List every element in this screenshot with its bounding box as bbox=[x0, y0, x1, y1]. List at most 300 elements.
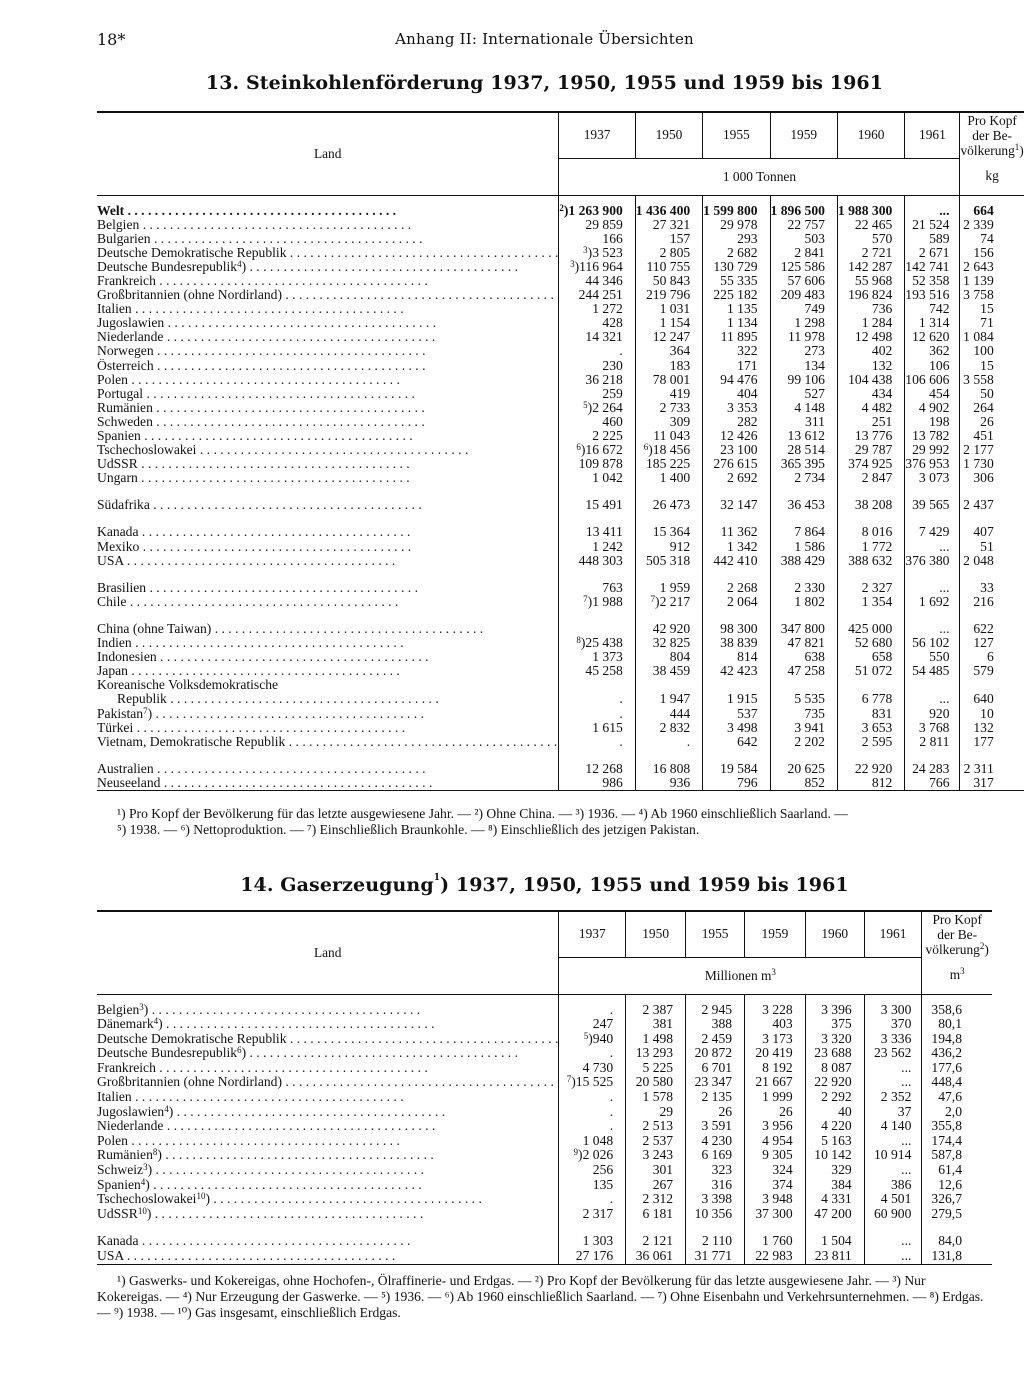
country-cell: Neuseeland . . . . . . . . . . . . . . . . . . . . . . . . . . . . . . . . . . . . . . . . bbox=[97, 776, 559, 791]
value: 301 bbox=[652, 1162, 674, 1178]
value: 130 729 bbox=[713, 258, 758, 274]
value-cell bbox=[626, 1003, 686, 1018]
country-name: Tschechoslowakei bbox=[97, 443, 197, 458]
value: 50 bbox=[980, 385, 994, 401]
value-cell bbox=[703, 330, 770, 344]
running-title: Anhang II: Internationale Übersichten bbox=[395, 30, 694, 48]
value: 749 bbox=[804, 301, 825, 317]
value-cell bbox=[837, 246, 904, 260]
value: ... bbox=[939, 620, 950, 636]
value-cell bbox=[837, 288, 904, 302]
value-cell bbox=[905, 622, 960, 636]
value-cell bbox=[703, 622, 770, 636]
country-name: Mexiko bbox=[97, 539, 140, 554]
value: 26 bbox=[718, 1103, 733, 1119]
value-cell bbox=[703, 302, 770, 316]
value-cell bbox=[864, 1192, 922, 1207]
value: 347 800 bbox=[780, 620, 825, 636]
value: 2 671 bbox=[918, 244, 950, 260]
value-cell bbox=[703, 415, 770, 429]
value: 306 bbox=[973, 470, 994, 486]
table-row bbox=[97, 1178, 992, 1193]
year-header: 1960 bbox=[805, 911, 864, 957]
value-cell bbox=[745, 1234, 806, 1249]
value-cell bbox=[635, 692, 702, 706]
value-cell bbox=[635, 735, 702, 749]
value: 3 948 bbox=[762, 1191, 793, 1207]
value-cell bbox=[745, 1003, 806, 1018]
year-header: 1960 bbox=[837, 112, 904, 158]
country-name: Bulgarien bbox=[97, 231, 151, 246]
value-cell bbox=[905, 344, 960, 358]
value: 503 bbox=[804, 230, 825, 246]
value: 106 606 bbox=[905, 371, 950, 387]
value-cell bbox=[837, 540, 904, 554]
table-row bbox=[97, 1046, 992, 1061]
per-capita-cell bbox=[960, 359, 1024, 373]
value-cell bbox=[626, 1249, 686, 1264]
value-cell bbox=[770, 344, 837, 358]
value-cell bbox=[635, 232, 702, 246]
value: 1 134 bbox=[726, 315, 758, 331]
value: 766 bbox=[929, 774, 950, 790]
value: 1 915 bbox=[726, 691, 758, 707]
value-cell bbox=[905, 721, 960, 735]
value-cell bbox=[703, 650, 770, 664]
table-row bbox=[97, 707, 1024, 721]
value-cell bbox=[703, 595, 770, 609]
value: 12 268 bbox=[585, 760, 623, 776]
value: 570 bbox=[871, 230, 893, 246]
value: 1 154 bbox=[659, 315, 691, 331]
country-cell bbox=[97, 1221, 559, 1234]
country-name: USA bbox=[97, 1249, 124, 1263]
value-cell bbox=[864, 1221, 922, 1234]
country-cell: Brasilien . . . . . . . . . . . . . . . . . . . . . . . . . . . . . . . . . . . . . . . . bbox=[97, 580, 418, 595]
value-cell bbox=[686, 1178, 745, 1193]
value: 736 bbox=[871, 301, 893, 317]
country-cell: USA . . . . . . . . . . . . . . . . . . . . . . . . . . . . . . . . . . . . . . . . bbox=[97, 553, 396, 568]
value-cell bbox=[626, 1090, 686, 1105]
year-header: 1955 bbox=[703, 112, 770, 158]
country-name: Südafrika bbox=[97, 498, 150, 513]
country-cell: Türkei . . . . . . . . . . . . . . . . . . . . . . . . . . . . . . . . . . . . . . . . bbox=[97, 720, 406, 735]
table13-title: 13. Steinkohlenförderung 1937, 1950, 1955 und 1959 bis 1961 bbox=[205, 72, 884, 94]
value: 116 964 bbox=[579, 258, 623, 274]
year-header: 1961 bbox=[864, 911, 922, 957]
value: 3 073 bbox=[918, 470, 950, 486]
value-cell bbox=[837, 302, 904, 316]
value-cell bbox=[905, 457, 960, 471]
value: 16 808 bbox=[652, 760, 691, 776]
per-capita-cell bbox=[960, 274, 1024, 288]
value: 15 491 bbox=[585, 497, 623, 513]
value-cell bbox=[837, 471, 904, 485]
value-cell bbox=[770, 664, 837, 678]
value: 812 bbox=[871, 774, 893, 790]
value-cell: $^2$)1 263 900 bbox=[559, 204, 635, 218]
value: 2 841 bbox=[794, 244, 825, 260]
value: 831 bbox=[871, 705, 893, 721]
per-capita-cell bbox=[960, 246, 1024, 260]
value: 2 317 bbox=[582, 1205, 614, 1221]
value-cell bbox=[864, 1234, 922, 1249]
value-cell bbox=[905, 288, 960, 302]
value-cell bbox=[626, 1119, 686, 1134]
value-cell bbox=[837, 636, 904, 650]
value: 13 612 bbox=[787, 428, 825, 443]
value-cell bbox=[905, 595, 960, 609]
value-cell bbox=[837, 373, 904, 387]
value-cell bbox=[905, 498, 960, 512]
value-cell bbox=[770, 330, 837, 344]
value-cell bbox=[559, 429, 635, 443]
value: 622 bbox=[973, 620, 994, 636]
value: 2 805 bbox=[659, 244, 691, 260]
value: 80,1 bbox=[938, 1016, 962, 1032]
value: 273 bbox=[804, 343, 825, 359]
country-cell: Jugoslawien$^4$) . . . . . . . . . . . . . . . . . . . . . . . . . . . . . . . . . . . . . . . . bbox=[97, 1104, 446, 1119]
value: 1 772 bbox=[861, 538, 893, 554]
value: 852 bbox=[804, 774, 825, 790]
value: 2 537 bbox=[642, 1132, 674, 1148]
value: 2 832 bbox=[659, 719, 691, 735]
country-name: Polen bbox=[97, 1133, 128, 1148]
value: 47,6 bbox=[938, 1089, 962, 1105]
per-capita-cell bbox=[922, 1017, 992, 1032]
value: 386 bbox=[890, 1176, 912, 1192]
value: 2 135 bbox=[701, 1089, 733, 1105]
value: 1 303 bbox=[582, 1233, 614, 1249]
country-cell: Spanien$^4$) . . . . . . . . . . . . . . . . . . . . . . . . . . . . . . . . . . . . . . . . bbox=[97, 1177, 422, 1192]
value-cell bbox=[905, 373, 960, 387]
value-cell bbox=[837, 232, 904, 246]
value: 264 bbox=[973, 399, 994, 415]
value: 1 263 900 bbox=[568, 202, 623, 218]
table-row bbox=[97, 692, 1024, 706]
table-row bbox=[97, 581, 1024, 595]
value-cell bbox=[745, 1017, 806, 1032]
value: 2 387 bbox=[642, 1001, 674, 1017]
value-cell bbox=[745, 1148, 806, 1163]
value: 4 148 bbox=[794, 399, 825, 415]
value: 326,7 bbox=[931, 1191, 962, 1207]
value: 219 796 bbox=[645, 287, 691, 303]
country-cell: Italien . . . . . . . . . . . . . . . . . . . . . . . . . . . . . . . . . . . . . . . . bbox=[97, 1090, 404, 1105]
table-row bbox=[97, 429, 1024, 443]
table14-title: 14. Gaserzeugung$^1$) 1937, 1950, 1955 und 1959 bis 1961 bbox=[240, 873, 849, 896]
value: 1 042 bbox=[592, 470, 623, 486]
value: 47 200 bbox=[814, 1205, 852, 1221]
country-name: Welt bbox=[97, 203, 125, 218]
land-header: Land bbox=[97, 911, 559, 994]
country-name: Republik bbox=[117, 692, 167, 707]
value-cell bbox=[864, 1003, 922, 1018]
per-capita-cell bbox=[960, 540, 1024, 554]
value-cell bbox=[559, 373, 635, 387]
value: 282 bbox=[737, 413, 758, 429]
value: 407 bbox=[973, 524, 994, 540]
country-cell: Jugoslawien . . . . . . . . . . . . . . . . . . . . . . . . . . . . . . . . . . . . . . . . bbox=[97, 316, 437, 331]
value: 362 bbox=[929, 343, 950, 359]
table-row bbox=[97, 1192, 992, 1207]
value: 18 456 bbox=[652, 442, 691, 458]
table-row bbox=[97, 498, 1024, 512]
value: 7 864 bbox=[794, 524, 825, 540]
value: 109 878 bbox=[578, 456, 623, 472]
value: 2 048 bbox=[963, 552, 994, 568]
country-name: Schweiz bbox=[97, 1163, 144, 1178]
footnote-ref: 7 bbox=[143, 706, 148, 716]
value-cell bbox=[635, 344, 702, 358]
value-cell bbox=[703, 316, 770, 330]
value-cell bbox=[805, 1119, 864, 1134]
value-cell bbox=[745, 1178, 806, 1193]
value: 1 760 bbox=[762, 1233, 793, 1249]
country-cell: Pakistan$^7$) . . . . . . . . . . . . . . . . . . . . . . . . . . . . . . . . . . . . . . . . bbox=[97, 706, 424, 721]
footnote-ref: 2 bbox=[559, 202, 564, 213]
value-cell bbox=[864, 1163, 922, 1178]
value: 936 bbox=[669, 774, 691, 790]
value-cell bbox=[635, 581, 702, 595]
value-cell bbox=[635, 721, 702, 735]
value: 2 339 bbox=[963, 216, 994, 232]
value-cell bbox=[837, 359, 904, 373]
value-cell bbox=[559, 609, 635, 622]
value: 45 258 bbox=[585, 663, 623, 679]
value-cell bbox=[837, 721, 904, 735]
value-cell bbox=[635, 246, 702, 260]
unit-header: Millionen m$^3$ bbox=[559, 957, 922, 994]
value: 374 bbox=[772, 1176, 793, 1192]
per-capita-cell bbox=[960, 316, 1024, 330]
value: 8 087 bbox=[821, 1059, 852, 1075]
value: 403 bbox=[772, 1016, 793, 1032]
value: 587,8 bbox=[931, 1147, 962, 1163]
value-cell bbox=[635, 373, 702, 387]
value-cell bbox=[745, 1061, 806, 1076]
value: 84,0 bbox=[938, 1233, 962, 1249]
country-cell: USA . . . . . . . . . . . . . . . . . . . . . . . . . . . . . . . . . . . . . . . . bbox=[97, 1249, 559, 1264]
table-row bbox=[97, 1134, 992, 1149]
value: 98 300 bbox=[720, 620, 758, 636]
per-capita-cell bbox=[960, 344, 1024, 358]
value-cell bbox=[864, 1061, 922, 1076]
value: 20 625 bbox=[787, 760, 825, 776]
value: . bbox=[619, 733, 623, 749]
value: 986 bbox=[602, 774, 623, 790]
value: 60 900 bbox=[873, 1205, 912, 1221]
value-cell bbox=[770, 415, 837, 429]
value-cell bbox=[559, 1017, 626, 1032]
value: 37 300 bbox=[755, 1205, 793, 1221]
value-cell bbox=[559, 232, 635, 246]
value: 5 535 bbox=[794, 691, 825, 707]
value: 6 169 bbox=[701, 1147, 733, 1163]
value-cell bbox=[635, 498, 702, 512]
value-cell bbox=[745, 1075, 806, 1090]
value: 323 bbox=[711, 1162, 733, 1178]
value-cell bbox=[905, 359, 960, 373]
value: 1 947 bbox=[659, 691, 691, 707]
value-cell bbox=[905, 387, 960, 401]
per-capita-cell bbox=[922, 1061, 992, 1076]
per-capita-cell bbox=[922, 1105, 992, 1120]
value: . bbox=[609, 1089, 614, 1105]
value-cell bbox=[745, 1134, 806, 1149]
table-row bbox=[97, 1249, 992, 1264]
value-cell bbox=[686, 1075, 745, 1090]
value: 3 956 bbox=[762, 1118, 793, 1134]
country-name: Rumänien bbox=[97, 400, 153, 415]
value-cell bbox=[686, 1234, 745, 1249]
country-name: UdSSR bbox=[97, 1206, 138, 1221]
value-cell bbox=[837, 595, 904, 609]
per-capita-cell bbox=[922, 1207, 992, 1222]
value: 6 181 bbox=[642, 1205, 674, 1221]
value-cell bbox=[770, 316, 837, 330]
spacer-cell bbox=[97, 195, 559, 204]
value-cell bbox=[635, 664, 702, 678]
footnote-ref: 8 bbox=[576, 635, 581, 646]
table-row bbox=[97, 721, 1024, 735]
value: 640 bbox=[973, 691, 994, 707]
value: 10 914 bbox=[873, 1147, 912, 1163]
value: 194,8 bbox=[931, 1030, 962, 1046]
value-cell bbox=[626, 1234, 686, 1249]
value: 36 061 bbox=[635, 1248, 674, 1263]
value-cell bbox=[770, 373, 837, 387]
value: 642 bbox=[737, 733, 758, 749]
value-cell bbox=[559, 525, 635, 539]
value-cell bbox=[635, 471, 702, 485]
value-cell bbox=[864, 1032, 922, 1047]
value-cell bbox=[703, 664, 770, 678]
per-capita-cell bbox=[960, 692, 1024, 706]
country-cell: Schweiz$^3$) . . . . . . . . . . . . . . . . . . . . . . . . . . . . . . . . . . . . . . . . bbox=[97, 1163, 424, 1178]
spacer-cell bbox=[559, 994, 626, 1003]
footnote-line: ⁵) 1938. — ⁶) Nettoproduktion. — ⁷) Einschließlich Braunkohle. — ⁸) Einschließlich des jetzigen Pakistan. bbox=[117, 822, 700, 837]
country-cell: Deutsche Bundesrepublik$^4$) . . . . . . . . . . . . . . . . . . . . . . . . . . . . . . . . . . . . . . . . bbox=[97, 259, 518, 274]
value-cell bbox=[626, 1163, 686, 1178]
value-cell bbox=[686, 1090, 745, 1105]
value: 2 437 bbox=[963, 497, 994, 513]
value: 1 599 800 bbox=[703, 202, 758, 218]
value-cell bbox=[805, 1032, 864, 1047]
value: 2 064 bbox=[726, 593, 758, 609]
country-name: Australien bbox=[97, 761, 154, 776]
value-cell bbox=[559, 415, 635, 429]
value: 2 459 bbox=[701, 1030, 733, 1046]
value-cell bbox=[635, 387, 702, 401]
value: 135 bbox=[592, 1176, 614, 1192]
country-cell: Japan . . . . . . . . . . . . . . . . . . . . . . . . . . . . . . . . . . . . . . . . bbox=[97, 664, 400, 679]
value: ... bbox=[901, 1233, 912, 1249]
table-row bbox=[97, 1163, 992, 1178]
value-cell bbox=[559, 1119, 626, 1134]
spacer-row bbox=[97, 994, 992, 1003]
per-capita-cell bbox=[922, 1046, 992, 1061]
footnote-ref: 8 bbox=[152, 1148, 158, 1158]
value: 177,6 bbox=[931, 1059, 962, 1075]
country-cell: Polen . . . . . . . . . . . . . . . . . . . . . . . . . . . . . . . . . . . . . . . . bbox=[97, 372, 400, 387]
value-cell bbox=[837, 401, 904, 415]
table-row bbox=[97, 316, 1024, 330]
value-cell bbox=[703, 554, 770, 568]
value: 29 992 bbox=[912, 442, 950, 458]
value: 13 293 bbox=[635, 1045, 674, 1061]
per-capita-cell bbox=[960, 622, 1024, 636]
value-cell bbox=[626, 1207, 686, 1222]
value-cell bbox=[559, 471, 635, 485]
table-row bbox=[97, 260, 1024, 274]
value: 1 802 bbox=[794, 593, 825, 609]
value: 47 258 bbox=[787, 663, 825, 679]
value: 370 bbox=[890, 1016, 912, 1032]
value: . bbox=[609, 1045, 614, 1061]
table-row bbox=[97, 232, 1024, 246]
value-cell bbox=[559, 1207, 626, 1222]
footnote-ref: 7 bbox=[583, 593, 588, 604]
value: 3 173 bbox=[762, 1030, 793, 1046]
value: 4 482 bbox=[861, 399, 893, 415]
value: 3 591 bbox=[701, 1118, 733, 1134]
value: 106 bbox=[929, 357, 950, 373]
country-name: Deutsche Bundesrepublik bbox=[97, 1046, 238, 1061]
value: 11 978 bbox=[788, 329, 825, 345]
per-capita-cell bbox=[960, 218, 1024, 232]
value: 198 bbox=[929, 413, 950, 429]
value-cell bbox=[703, 401, 770, 415]
value-cell bbox=[559, 568, 635, 581]
value-cell bbox=[805, 1234, 864, 1249]
table-row bbox=[97, 762, 1024, 776]
footnote-ref: 6 bbox=[237, 1046, 242, 1056]
country-cell bbox=[97, 749, 559, 762]
value-cell bbox=[905, 707, 960, 721]
country-name: Koreanische Volksdemokratische bbox=[97, 678, 279, 693]
value-cell bbox=[635, 554, 702, 568]
value-cell bbox=[905, 415, 960, 429]
value-cell bbox=[703, 525, 770, 539]
value: 38 839 bbox=[720, 635, 758, 651]
value-cell bbox=[837, 678, 904, 692]
country-name: Belgien bbox=[97, 1002, 140, 1017]
country-cell: Italien . . . . . . . . . . . . . . . . . . . . . . . . . . . . . . . . . . . . . . . . bbox=[97, 302, 404, 317]
table-row bbox=[97, 540, 1024, 554]
value: 29 978 bbox=[720, 216, 758, 232]
value-cell bbox=[626, 1032, 686, 1047]
value: 3 398 bbox=[701, 1191, 733, 1207]
value: 20 419 bbox=[755, 1045, 793, 1061]
footnote-ref: 9 bbox=[573, 1147, 579, 1158]
value-cell bbox=[559, 1046, 626, 1061]
value-cell bbox=[686, 1003, 745, 1018]
value-cell bbox=[770, 457, 837, 471]
value: 2 643 bbox=[963, 258, 994, 274]
value: 796 bbox=[737, 774, 758, 790]
value-cell bbox=[635, 260, 702, 274]
value: 4 954 bbox=[762, 1132, 793, 1148]
value: 16 672 bbox=[585, 442, 623, 458]
table-row bbox=[97, 1061, 992, 1076]
value: 1 959 bbox=[659, 579, 691, 595]
value: 6 778 bbox=[861, 691, 893, 707]
value: 23 100 bbox=[720, 442, 758, 458]
value: 664 bbox=[973, 202, 994, 218]
value-cell bbox=[837, 274, 904, 288]
value: ... bbox=[901, 1162, 912, 1178]
